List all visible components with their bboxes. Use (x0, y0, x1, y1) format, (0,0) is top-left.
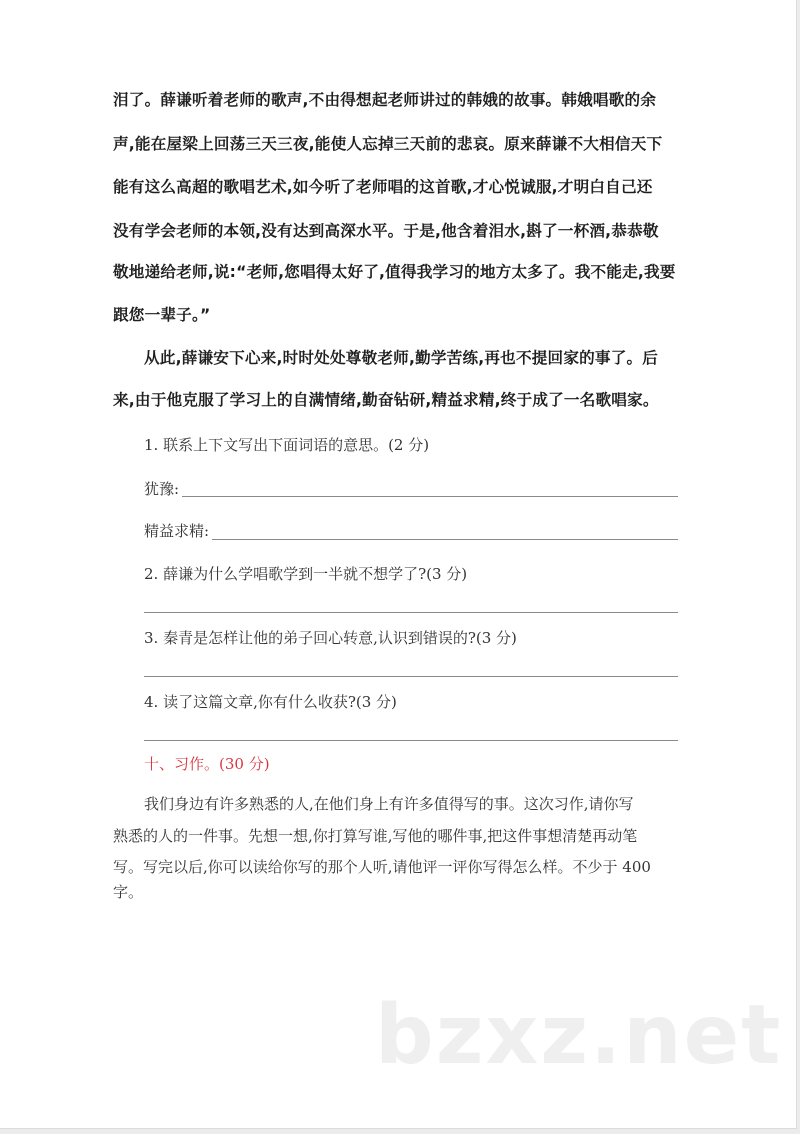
answer-line-q2[interactable] (144, 612, 678, 613)
section-heading-composition: 十、习作。(30 分) (144, 755, 270, 773)
passage-line: 泪了。薛谦听着老师的歌声,不由得想起老师讲过的韩娥的故事。韩娥唱歌的余 (113, 91, 657, 109)
passage-line: 敬地递给老师,说:“老师,您唱得太好了,值得我学习的地方太多了。我不能走,我要 (113, 263, 676, 281)
term-label-youyu: 犹豫: (144, 480, 180, 498)
question-3: 3. 秦青是怎样让他的弟子回心转意,认识到错误的?(3 分) (144, 629, 517, 647)
answer-line-youyu[interactable] (182, 496, 678, 497)
answer-line-q4[interactable] (144, 740, 678, 741)
term-label-jingyiqiujing: 精益求精: (144, 522, 210, 540)
passage-line: 没有学会老师的本领,没有达到高深水平。于是,他含着泪水,斟了一杯酒,恭恭敬 (113, 222, 659, 240)
passage-line: 跟您一辈子。” (113, 306, 211, 324)
passage-line: 能有这么高超的歌唱艺术,如今听了老师唱的这首歌,才心悦诚服,才明白自己还 (113, 178, 653, 196)
question-4: 4. 读了这篇文章,你有什么收获?(3 分) (144, 693, 397, 711)
passage-line: 来,由于他克服了学习上的自满情绪,勤奋钻研,精益求精,终于成了一名歌唱家。 (113, 391, 659, 409)
question-1: 1. 联系上下文写出下面词语的意思。(2 分) (144, 436, 430, 454)
passage-line: 声,能在屋梁上回荡三天三夜,能使人忘掉三天前的悲哀。原来薛谦不大相信天下 (113, 135, 663, 153)
composition-line: 我们身边有许多熟悉的人,在他们身上有许多值得写的事。这次习作,请你写 (144, 795, 634, 813)
watermark: bzxz.net (375, 988, 783, 1083)
composition-line: 写。写完以后,你可以读给你写的那个人听,请他评一评你写得怎么样。不少于 400 (113, 858, 651, 876)
composition-line: 字。 (113, 883, 144, 901)
answer-line-q3[interactable] (144, 676, 678, 677)
composition-line: 熟悉的人的一件事。先想一想,你打算写谁,写他的哪件事,把这件事想清楚再动笔 (113, 827, 638, 845)
passage-line: 从此,薛谦安下心来,时时处处尊敬老师,勤学苦练,再也不提回家的事了。后 (144, 349, 659, 367)
question-2: 2. 薛谦为什么学唱歌学到一半就不想学了?(3 分) (144, 565, 468, 583)
answer-line-jingyiqiujing[interactable] (212, 539, 678, 540)
